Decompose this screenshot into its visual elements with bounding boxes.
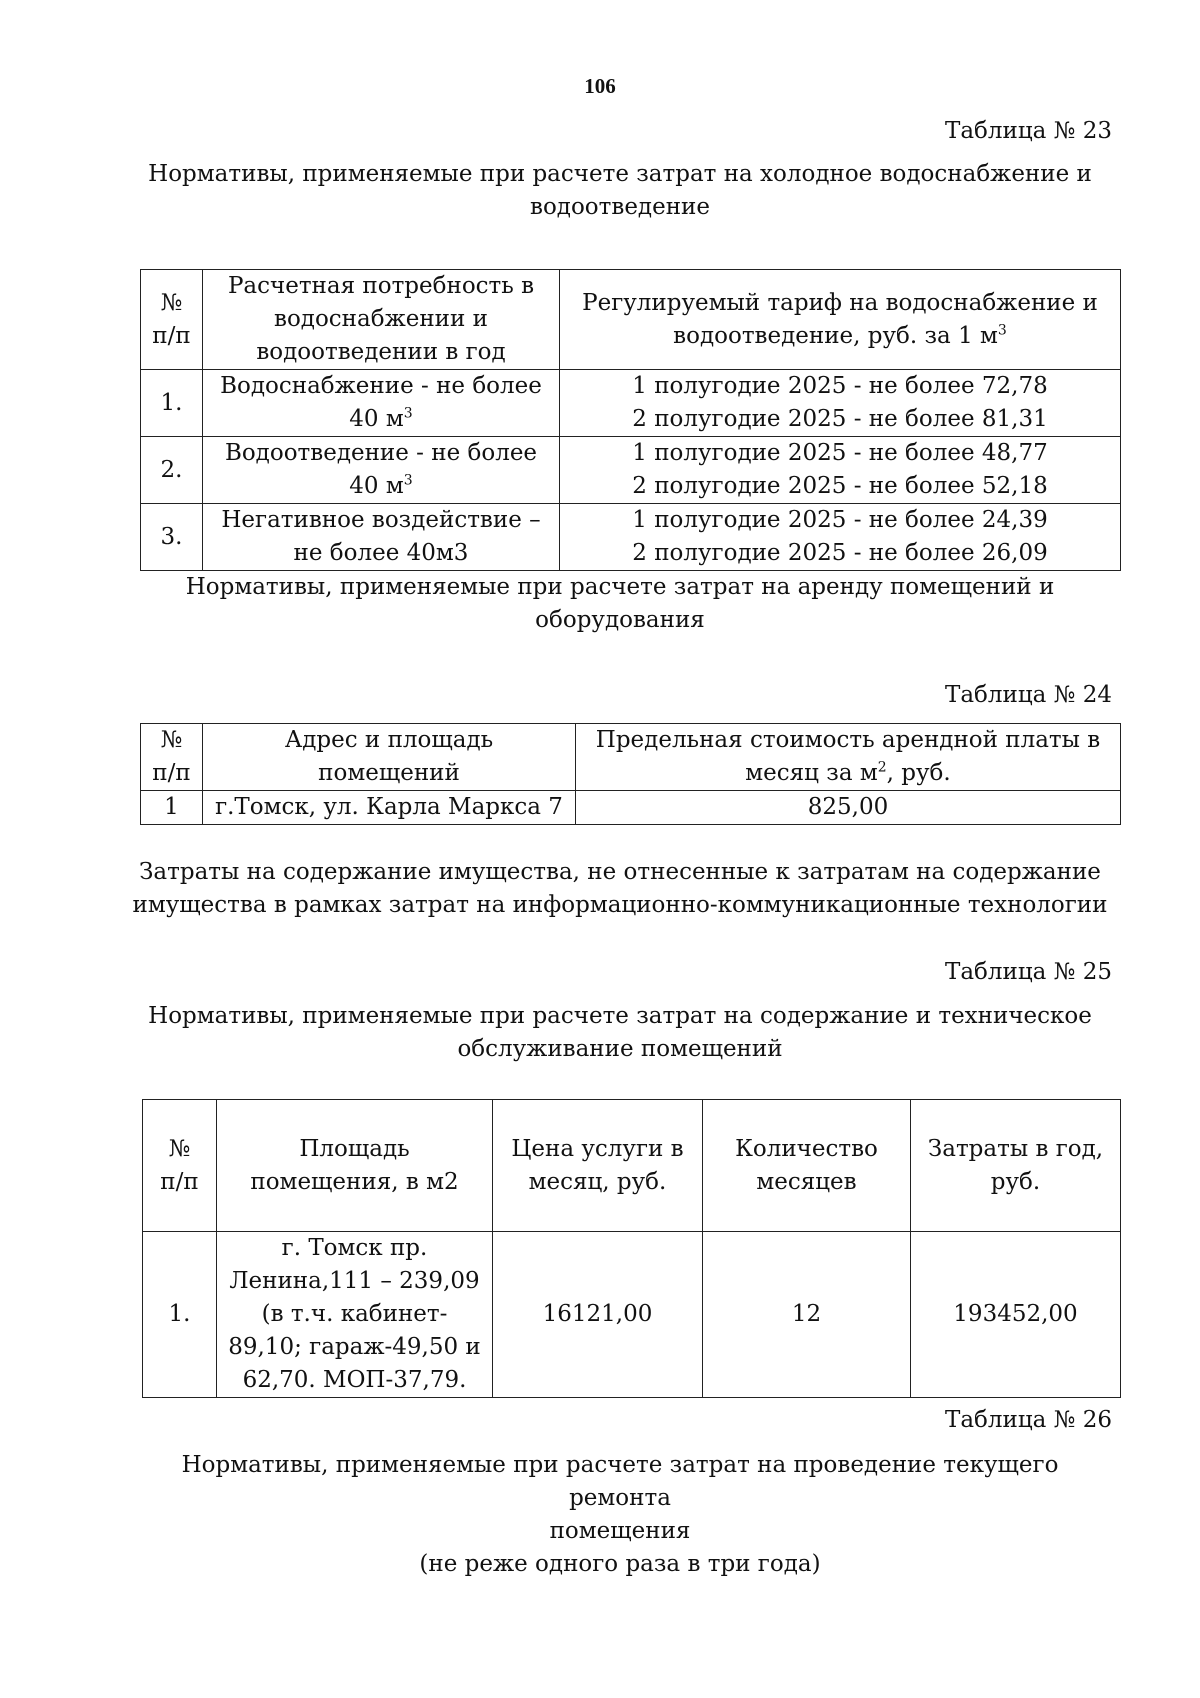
table24-header-price: Предельная стоимость арендной платы в месяц за $м^2$, руб.: [576, 724, 1121, 791]
table25-header-total: Затраты в год, руб.: [911, 1100, 1121, 1232]
table-row: [141, 370, 1121, 437]
tariff-cell: 1 полугодие 2025 - не более 48,77 2 полугодие 2025 - не более 52,18: [560, 437, 1121, 504]
table25-header-row: [143, 1100, 1121, 1232]
row-number: 3.: [141, 504, 203, 571]
table25-header-num: № п/п: [143, 1100, 217, 1232]
area-cell: г. Томск пр. Ленина,111 – 239,09 (в т.ч. кабинет- 89,10; гараж-49,50 и 62,70. МОП-37,79.: [217, 1232, 493, 1398]
page-number: 106: [584, 74, 616, 98]
table26-title: [130, 1449, 1110, 1581]
table23-title: [130, 158, 1110, 224]
rent-price-cell: 825,00: [576, 791, 1121, 825]
tariff-cell: 1 полугодие 2025 - не более 72,78 2 полугодие 2025 - не более 81,31: [560, 370, 1121, 437]
table23-header-tariff: Регулируемый тариф на водоснабжение и водоотведение, руб. за 1 $м^3$: [560, 270, 1121, 370]
row-number: 2.: [141, 437, 203, 504]
row-number: 1: [141, 791, 203, 825]
table24-header-row: [141, 724, 1121, 791]
table25-title-line: Нормативы, применяемые при расчете затрат на содержание и техническое: [148, 1003, 1092, 1029]
table25-label: Таблица № 25: [945, 959, 1112, 985]
table25-header-price: Цена услуги в месяц, руб.: [493, 1100, 703, 1232]
table25-header-months: Количество месяцев: [703, 1100, 911, 1232]
property-heading-line: имущества в рамках затрат на информационно-коммуникационные технологии: [132, 892, 1108, 918]
row-number: 1.: [141, 370, 203, 437]
table-row: [141, 504, 1121, 571]
table23-title-line: водоотведение: [530, 194, 710, 220]
table24: [140, 723, 1121, 825]
table23-label: Таблица № 23: [945, 118, 1112, 144]
table-row: [141, 791, 1121, 825]
table26-title-line: помещения: [549, 1518, 691, 1544]
table23-header-row: [141, 270, 1121, 370]
table23-title-line: Нормативы, применяемые при расчете затрат на холодное водоснабжение и: [148, 161, 1092, 187]
rent-heading-line: Нормативы, применяемые при расчете затрат на аренду помещений и: [185, 574, 1055, 600]
table-row: [141, 437, 1121, 504]
water-need-cell: Негативное воздействие – не более 40м3: [203, 504, 560, 571]
table25-title-line: обслуживание помещений: [457, 1036, 783, 1062]
table25: [142, 1099, 1121, 1398]
table26-title-line: Нормативы, применяемые при расчете затрат на проведение текущего ремонта: [181, 1452, 1059, 1511]
table24-header-num: № п/п: [141, 724, 203, 791]
address-cell: г.Томск, ул. Карла Маркса 7: [203, 791, 576, 825]
water-need-cell: Водоотведение - не более 40 $м^3$: [203, 437, 560, 504]
property-heading-line: Затраты на содержание имущества, не отнесенные к затратам на содержание: [139, 859, 1101, 885]
months-cell: 12: [703, 1232, 911, 1398]
table23-header-num: № п/п: [141, 270, 203, 370]
row-number: 1.: [143, 1232, 217, 1398]
table26-label: Таблица № 26: [945, 1407, 1112, 1433]
table23-header-need: Расчетная потребность в водоснабжении и водоотведении в год: [203, 270, 560, 370]
rent-heading-line: оборудования: [535, 607, 705, 633]
tariff-cell: 1 полугодие 2025 - не более 24,39 2 полугодие 2025 - не более 26,09: [560, 504, 1121, 571]
table25-title: [130, 1000, 1110, 1066]
rent-heading: [130, 571, 1110, 637]
table26-title-line: (не реже одного раза в три года): [419, 1551, 821, 1577]
table25-header-area: Площадь помещения, в м2: [217, 1100, 493, 1232]
service-price-cell: 16121,00: [493, 1232, 703, 1398]
water-need-cell: Водоснабжение - не более 40 $м^3$: [203, 370, 560, 437]
property-heading: [130, 856, 1110, 922]
table23: [140, 269, 1121, 571]
table-row: [143, 1232, 1121, 1398]
annual-cost-cell: 193452,00: [911, 1232, 1121, 1398]
table24-header-address: Адрес и площадь помещений: [203, 724, 576, 791]
table24-label: Таблица № 24: [945, 682, 1112, 708]
